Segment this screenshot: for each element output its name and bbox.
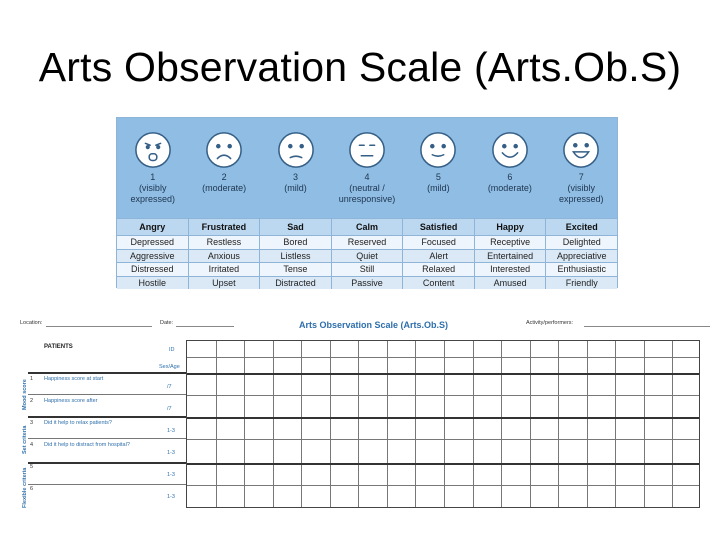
activity-field[interactable] [584, 326, 710, 327]
location-field[interactable] [46, 326, 152, 327]
grid-column-line [330, 341, 331, 507]
grid-column-line [216, 341, 217, 507]
mood-scale-table [116, 117, 618, 288]
slight-smile-face-icon [419, 131, 457, 169]
emotion-cell: Content [402, 277, 474, 290]
scale-descriptor: (moderate) [487, 183, 532, 193]
emotion-row [117, 235, 617, 249]
activity-label: Activity/performers: [526, 320, 574, 326]
question-number: 5 [30, 464, 34, 470]
question-number: 2 [30, 398, 34, 404]
emotion-header-cell: Calm [331, 219, 403, 235]
emotion-cell: Friendly [545, 277, 617, 290]
emotion-cell: Entertained [474, 250, 546, 263]
question-number: 1 [30, 376, 34, 382]
emotion-cell: Distressed [131, 264, 174, 274]
date-field[interactable] [176, 326, 234, 327]
patients-label: PATIENTS [44, 344, 73, 350]
answer-scale: 1-3 [167, 428, 175, 434]
frown-face-icon [205, 131, 243, 169]
emotion-row [117, 249, 617, 263]
emotion-cell: Listless [259, 250, 331, 263]
emotion-cell: Restless [188, 236, 260, 249]
scale-column-7 [546, 118, 617, 218]
scale-column-2 [188, 118, 259, 218]
scale-descriptor: (moderate) [202, 183, 247, 193]
emotion-cell: Tense [259, 263, 331, 276]
emotion-cell: Focused [402, 236, 474, 249]
patient-grid[interactable] [186, 340, 700, 508]
scale-descriptor: (visibly expressed) [558, 183, 604, 204]
grid-column-line [672, 341, 673, 507]
grid-column-line [358, 341, 359, 507]
scale-number: 2 [221, 172, 227, 182]
grid-row-line [187, 357, 699, 358]
observation-form [14, 312, 714, 512]
emotion-cell: Receptive [474, 236, 546, 249]
emotion-cell: Quiet [331, 250, 403, 263]
scale-number: 7 [578, 172, 584, 182]
emotion-cell: Delighted [545, 236, 617, 249]
date-label: Date: [160, 320, 174, 326]
grid-row-line [187, 439, 699, 440]
emotion-header-row [117, 218, 617, 235]
sex-age-label: Sex/Age [159, 364, 180, 370]
answer-scale: 1-3 [167, 494, 175, 500]
emotion-header-cell: Angry [139, 222, 166, 232]
emotion-cell: Aggressive [130, 250, 175, 261]
grid-column-line [415, 341, 416, 507]
grid-row-line [187, 417, 699, 419]
neutral-face-icon [348, 131, 386, 169]
question-text: Did it help to distract from hospital? [44, 442, 130, 448]
grid-column-line [530, 341, 531, 507]
emotion-header-cell: Satisfied [402, 219, 474, 235]
question-text: Happiness score at start [44, 376, 104, 382]
answer-scale: 1-3 [167, 450, 175, 456]
slight-frown-face-icon [277, 131, 315, 169]
question-number: 3 [30, 420, 34, 426]
question-text: Did it help to relax patients? [44, 420, 112, 426]
mood-score-group-label: Mood score [22, 379, 28, 410]
grid-column-line [558, 341, 559, 507]
scale-column-5 [403, 118, 474, 218]
emotion-row [117, 262, 617, 276]
emotion-row [117, 276, 617, 290]
question-number: 6 [30, 486, 34, 492]
grid-column-line [444, 341, 445, 507]
emotion-cell: Interested [474, 263, 546, 276]
grid-column-line [387, 341, 388, 507]
emotion-cell: Appreciative [545, 250, 617, 263]
scale-column-3 [260, 118, 331, 218]
slide-title: Arts Observation Scale (Arts.Ob.S) [38, 44, 682, 90]
answer-scale: /7 [167, 384, 172, 390]
emotion-cell: Alert [402, 250, 474, 263]
flexible-criteria-group-label: Flexible criteria [22, 467, 28, 508]
question-frame [14, 372, 186, 508]
emotion-cell: Anxious [188, 250, 260, 263]
form-title: Arts Observation Scale (Arts.Ob.S) [299, 320, 449, 330]
scale-number: 1 [150, 172, 156, 182]
question-text: Happiness score after [44, 398, 98, 404]
scale-column-6 [474, 118, 545, 218]
scale-number: 5 [435, 172, 441, 182]
emotion-header-cell: Sad [259, 219, 331, 235]
scale-descriptor: (mild) [284, 183, 307, 193]
angry-face-icon [134, 131, 172, 169]
scale-number: 3 [293, 172, 299, 182]
emotion-cell: Amused [474, 277, 546, 290]
emotion-cell: Upset [188, 277, 260, 290]
answer-scale: /7 [167, 406, 172, 412]
emotion-cell: Hostile [138, 277, 167, 288]
scale-descriptor: (neutral / unresponsive) [338, 183, 396, 204]
grid-column-line [501, 341, 502, 507]
question-number: 4 [30, 442, 34, 448]
scale-number: 6 [507, 172, 513, 182]
emotion-header-cell: Frustrated [188, 219, 260, 235]
scale-column-4 [331, 118, 402, 218]
grid-column-line [301, 341, 302, 507]
emotion-cell: Still [331, 263, 403, 276]
grid-column-line [273, 341, 274, 507]
emotion-header-cell: Happy [474, 219, 546, 235]
grid-column-line [644, 341, 645, 507]
word-rows [117, 218, 617, 289]
grid-column-line [587, 341, 588, 507]
emotion-header-cell: Excited [545, 219, 617, 235]
grid-row-line [187, 485, 699, 486]
emotion-cell: Depressed [130, 237, 175, 247]
answer-scale: 1-3 [167, 472, 175, 478]
emotion-cell: Passive [331, 277, 403, 290]
emotion-cell: Irritated [188, 263, 260, 276]
scale-descriptor: (visibly expressed) [130, 183, 175, 204]
emotion-cell: Distracted [259, 277, 331, 290]
grid-column-line [244, 341, 245, 507]
id-label: ID [169, 347, 175, 353]
location-label: Location: [20, 320, 43, 326]
grid-column-line [473, 341, 474, 507]
grid-row-line [187, 373, 699, 375]
set-criteria-group-label: Set criteria [22, 425, 28, 454]
scale-number: 4 [364, 172, 370, 182]
emotion-cell: Relaxed [402, 263, 474, 276]
grin-face-icon [562, 131, 600, 169]
smile-face-icon [491, 131, 529, 169]
emotion-cell: Reserved [331, 236, 403, 249]
scale-descriptor: (mild) [427, 183, 450, 193]
emotion-cell: Bored [259, 236, 331, 249]
face-row [117, 118, 617, 218]
grid-row-line [187, 395, 699, 396]
grid-row-line [187, 463, 699, 465]
scale-column-1 [117, 118, 188, 218]
grid-column-line [615, 341, 616, 507]
emotion-cell: Enthusiastic [545, 263, 617, 276]
